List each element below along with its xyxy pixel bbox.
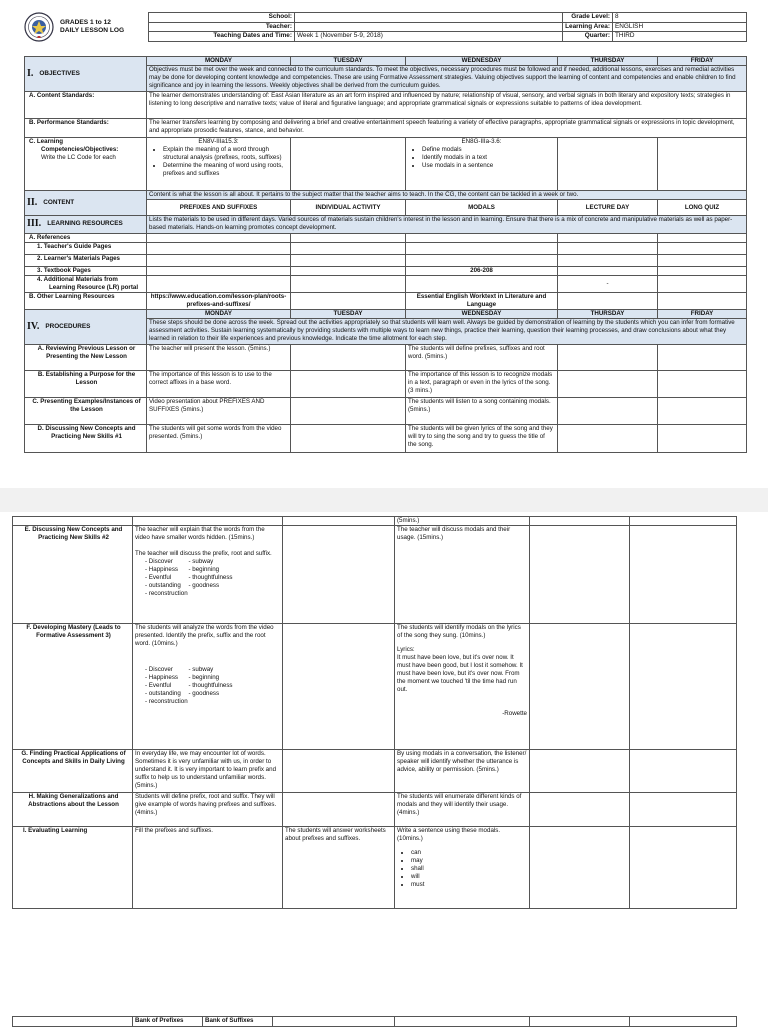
list-item: - reconstruction: [145, 698, 280, 706]
day-header-friday: FRIDAY: [658, 310, 747, 319]
list-item: - outstanding - goodness: [145, 690, 280, 698]
procedures-description: These steps should be done across the week. Spread out the activities appropriately so that students will learn well. Always be guided by demonstration of learning by the students which you can infer from formative assessment activities. Sustain learning systematically by providing students with multiple ways to learn new things, practice their learning, question their learning processes, and draw conclusions about what they learned in relation to their life experiences and previous knowledge. Indicate the time allotment for each step.: [147, 319, 747, 345]
list-item: • will: [411, 873, 527, 881]
quarter-field[interactable]: THIRD: [613, 32, 747, 42]
procedure-i-label: I. Evaluating Learning: [13, 827, 133, 909]
document-title: [60, 19, 124, 36]
modal-list: [397, 849, 527, 889]
content-wednesday: MODALS: [406, 200, 558, 216]
procedure-g-wednesday: By using modals in a conversation, the listener/ speaker will identify whether the utterance is advice, ability or permission. (5mins.): [395, 750, 530, 793]
list-item: - reconstruction: [145, 590, 280, 598]
list-item: • Identify modals in a text: [422, 154, 555, 162]
textbook-pages-wednesday: 206-208: [406, 267, 558, 276]
grade-level-label: Grade Level:: [563, 13, 613, 23]
day-header-thursday: THURSDAY: [558, 57, 658, 66]
content-monday: PREFIXES AND SUFFIXES: [147, 200, 291, 216]
content-description: Content is what the lesson is all about. It pertains to the subject matter that the teacher aims to teach. In the CG, the content can be tackled in a week or two.: [147, 191, 747, 200]
grade-level-field[interactable]: 8: [613, 13, 747, 23]
objectives-description: Objectives must be met over the week and connected to the curriculum standards. To meet the objectives, necessary procedures must be followed and if needed, additional lessons, exercises and remedial activities may be done for developing content knowledge and competencies. These are using Formative Assessment strategies. Valuing objectives support the learning of content and competencies and enable children to find significance and joy in learning the lessons. Weekly objectives shall be derived from the curriculum guides.: [147, 66, 747, 92]
other-resources-label: B. Other Learning Resources: [25, 293, 147, 310]
lesson-log-table-continued: [12, 516, 737, 909]
performance-standards-label: B. Performance Standards:: [25, 119, 147, 138]
procedure-d-monday: The students will get some words from the video presented. (5mins.): [147, 425, 291, 453]
document-page-2: [0, 512, 768, 1024]
procedure-a-monday: The teacher will present the lesson. (5mins.): [147, 345, 291, 371]
textbook-pages-label: 3. Textbook Pages: [25, 267, 147, 276]
day-header-tuesday: TUESDAY: [291, 57, 406, 66]
document-page-1: [0, 0, 768, 488]
additional-materials-label: 4. Additional Materials from Learning Resource (LR) portal: [25, 276, 147, 293]
section-learning-resources: III. LEARNING RESOURCES: [27, 218, 123, 229]
procedure-c-wednesday: The students will listen to a song containing modals. (5mins.): [406, 398, 558, 425]
competencies-thursday: [558, 138, 658, 191]
list-item: - Eventful - thoughtfulness: [145, 574, 280, 582]
procedure-d-wednesday: The students will be given lyrics of the song and they will try to sing the song and try to guess the title of the song.: [406, 425, 558, 453]
procedure-e-monday: The teacher will explain that the words from the video have smaller words hidden. (15mins.) The teacher will discuss the prefix, root and suffix. - Discover - subway - Happiness - beginning - Eventful - thoughtfulness - outstanding - goodness - reconstruction: [133, 526, 283, 624]
content-standards-value: The learner demonstrates understanding of: East Asian literature as an art form inspired and influenced by nature; relationship of visual, sensory, and verbal signals in both literary and expository texts; strategies in listening to long descriptive and narrative texts; value of literal and figurative language; and appropriate grammatical signals or expressions suitable to patterns of idea development.: [147, 92, 747, 119]
procedure-d-wednesday-continued: (5mins.): [395, 517, 530, 526]
day-header-thursday: THURSDAY: [558, 310, 658, 319]
procedure-e-label: E. Discussing New Concepts and Practicing New Skills #2: [13, 526, 133, 624]
competencies-friday: [658, 138, 747, 191]
procedure-i-monday: Fill the prefixes and suffixes.: [133, 827, 283, 909]
day-header-wednesday: WEDNESDAY: [406, 57, 558, 66]
list-item: • Use modals in a sentence: [422, 162, 555, 170]
procedure-b-monday: The importance of this lesson is to use to the correct affixes in a base word.: [147, 371, 291, 398]
competency-list-monday: [149, 146, 288, 178]
bank-of-prefixes-header: Bank of Prefixes: [133, 1017, 203, 1027]
procedure-f-wednesday: The students will identify modals on the lyrics of the song they sung. (10mins.) Lyrics: It must have been love, but it's over now. It must have been good, but I lost it somehow. It must have been love, but it's over now. From the moment we touched 'til the time had run out. -Rowette: [395, 624, 530, 750]
list-item: • can: [411, 849, 527, 857]
content-tuesday: INDIVIDUAL ACTIVITY: [291, 200, 406, 216]
section-objectives: I. OBJECTIVES: [27, 67, 80, 79]
list-item: - Happiness - beginning: [145, 566, 280, 574]
list-item: • may: [411, 857, 527, 865]
references-label: A. References: [25, 234, 147, 243]
quarter-label: Quarter:: [563, 32, 613, 42]
content-friday: LONG QUIZ: [658, 200, 747, 216]
list-item: • Explain the meaning of a word through structural analysis (prefixes, roots, suffixes): [163, 146, 288, 162]
bank-of-suffixes-header: Bank of Suffixes: [203, 1017, 273, 1027]
procedure-f-label: F. Developing Mastery (Leads to Formative Assessment 3): [13, 624, 133, 750]
day-header-monday: MONDAY: [147, 57, 291, 66]
procedure-d-label: D. Discussing New Concepts and Practicing New Skills #1: [25, 425, 147, 453]
procedure-c-label: C. Presenting Examples/Instances of the Lesson: [25, 398, 147, 425]
list-item: - Discover - subway: [145, 558, 280, 566]
word-bank-table: [12, 1016, 737, 1027]
list-item: - Happiness - beginning: [145, 674, 280, 682]
teaching-dates-field[interactable]: Week 1 (November 5-9, 2018): [295, 32, 563, 42]
day-header-friday: FRIDAY: [658, 57, 747, 66]
section-content: II. CONTENT: [27, 196, 75, 208]
title-line-1: GRADES 1 to 12: [60, 19, 111, 26]
procedure-h-monday: Students will define prefix, root and suffix. They will give example of words having prefixes and suffixes. (4mins.): [133, 793, 283, 827]
resources-description: Lists the materials to be used in different days. Varied sources of materials sustain children's interest in the lesson and in learning. Ensure that there is a mix of concrete and manipulative materials as well as paper-based materials. Hands-on learning promotes concept development.: [147, 216, 747, 234]
word-list: [135, 666, 280, 706]
procedure-e-wednesday: The teacher will discuss modals and their usage. (15mins.): [395, 526, 530, 624]
list-item: - Eventful - thoughtfulness: [145, 682, 280, 690]
header-table: [148, 12, 747, 42]
competency-list-wednesday: [408, 146, 555, 170]
procedure-h-wednesday: The students will enumerate different kinds of modals and they will identify their usage.(4mins.): [395, 793, 530, 827]
procedure-h-label: H. Making Generalizations and Abstractions about the Lesson: [13, 793, 133, 827]
other-resources-wednesday: Essential English Worktext in Literature and Language: [406, 293, 558, 310]
teacher-label: Teacher:: [149, 22, 295, 32]
procedure-a-label: A. Reviewing Previous Lesson or Presenting the New Lesson: [25, 345, 147, 371]
procedure-f-monday: The students will analyze the words from the video presented. Identify the prefix, suffix and the root word. (10mins.) - Discover - subway - Happiness - beginning - Eventful - thoughtfulness - outstanding - goodness - reconstruction: [133, 624, 283, 750]
school-label: School:: [149, 13, 295, 23]
list-item: - outstanding - goodness: [145, 582, 280, 590]
procedure-i-tuesday: The students will answer worksheets about prefixes and suffixes.: [283, 827, 395, 909]
additional-materials-thursday: -: [558, 276, 658, 293]
procedure-c-monday: Video presentation about PREFIXES AND SUFFIXES (5mins.): [147, 398, 291, 425]
day-header-tuesday: TUESDAY: [291, 310, 406, 319]
procedure-g-monday: In everyday life, we may encounter lot of words. Sometimes it is very unfamiliar with us, in order to understand it. It is very important to learn prefix and suffix to help us to understand unfamiliar words. (5mins.): [133, 750, 283, 793]
performance-standards-value: The learner transfers learning by composing and delivering a brief and creative entertainment speech featuring a variety of effective paragraphs, appropriate grammatical signals or expressions in topic development, and appropriate prosodic features, stance, and behavior.: [147, 119, 747, 138]
procedure-b-label: B. Establishing a Purpose for the Lesson: [25, 371, 147, 398]
competencies-wednesday: [406, 138, 558, 191]
lc-code-wednesday: EN8G-IIIa-3.6:: [461, 138, 502, 145]
section-procedures: IV. PROCEDURES: [27, 320, 91, 332]
learners-materials-label: 2. Learner's Materials Pages: [25, 255, 147, 267]
list-item: - Discover - subway: [145, 666, 280, 674]
learning-area-label: Learning Area:: [563, 22, 613, 32]
procedure-g-label: G. Finding Practical Applications of Concepts and Skills in Daily Living: [13, 750, 133, 793]
word-list: [135, 558, 280, 598]
page-gap: [0, 488, 768, 512]
content-thursday: LECTURE DAY: [558, 200, 658, 216]
other-resources-monday-link[interactable]: https://www.education.com/lesson-plan/roots-prefixes-and-suffixes/: [147, 293, 291, 310]
day-header-wednesday: WEDNESDAY: [406, 310, 558, 319]
list-item: • shall: [411, 865, 527, 873]
list-item: • Define modals: [422, 146, 555, 154]
deped-seal-icon: [24, 12, 54, 42]
procedure-i-wednesday: Write a sentence using these modals. (10mins.) • can • may • shall • will • must: [395, 827, 530, 909]
list-item: • must: [411, 881, 527, 889]
procedure-b-wednesday: The importance of this lesson is to recognize modals in a text, paragraph or even in the lyrics of the song.(3 mins.): [406, 371, 558, 398]
teacher-field[interactable]: [295, 22, 563, 32]
school-field[interactable]: [295, 13, 563, 23]
lesson-log-table: [24, 56, 747, 453]
competencies-label: C. Learning Competencies/Objectives: Write the LC Code for each: [25, 138, 147, 191]
day-header-monday: MONDAY: [147, 310, 291, 319]
competencies-monday: [147, 138, 291, 191]
procedure-a-wednesday: The students will define prefixes, suffixes and root word. (5mins.): [406, 345, 558, 371]
lc-code-monday: EN8V-IIIa15.3:: [198, 138, 239, 145]
title-line-2: DAILY LESSON LOG: [60, 27, 125, 35]
teachers-guide-label: 1. Teacher's Guide Pages: [25, 243, 147, 255]
content-standards-label: A. Content Standards:: [25, 92, 147, 119]
competencies-tuesday: [291, 138, 406, 191]
list-item: • Determine the meaning of word using roots, prefixes and suffixes: [163, 162, 288, 178]
teaching-dates-label: Teaching Dates and Time:: [149, 32, 295, 42]
learning-area-field[interactable]: ENGLISH: [613, 22, 747, 32]
